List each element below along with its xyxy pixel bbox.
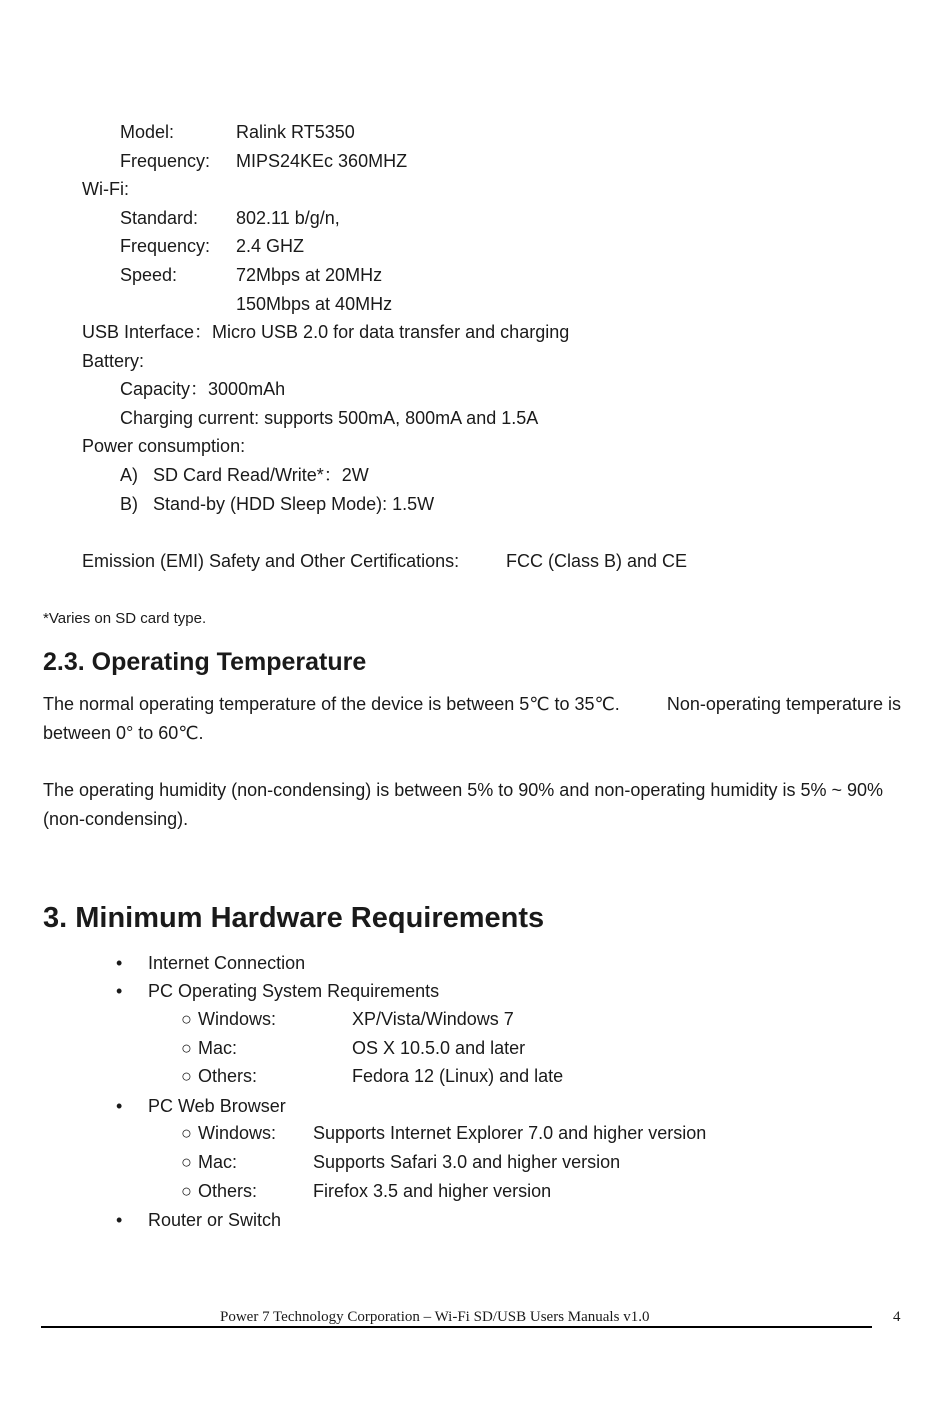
os-others-value: Fedora 12 (Linux) and late [352, 1066, 564, 1086]
sub-bullet-icon: ○ [181, 1038, 192, 1058]
battery-charging-current: Charging current: supports 500mA, 800mA and 1.5A [120, 408, 539, 428]
os-windows-value: XP/Vista/Windows 7 [352, 1009, 514, 1029]
browser-mac-label: Mac: [198, 1152, 238, 1172]
cpu-model-value: Ralink RT5350 [236, 122, 355, 142]
sub-bullet-icon: ○ [181, 1152, 192, 1172]
humidity-paragraph-line-2: (non-condensing). [43, 809, 189, 829]
browser-others-value: Firefox 3.5 and higher version [313, 1181, 552, 1201]
wifi-heading: Wi-Fi: [82, 179, 129, 199]
cpu-frequency-value: MIPS24KEc 360MHZ [236, 151, 408, 171]
list-item-internet-connection: Internet Connection [148, 953, 306, 973]
wifi-standard-value: 802.11 b/g/n, [236, 208, 340, 228]
power-item-a-text: SD Card Read/Write*：2W [153, 465, 369, 485]
os-mac-label: Mac: [198, 1038, 238, 1058]
power-consumption-heading: Power consumption: [82, 436, 246, 456]
os-mac-value: OS X 10.5.0 and later [352, 1038, 526, 1058]
section-3-title: 3. Minimum Hardware Requirements [43, 902, 545, 934]
temperature-paragraph-line-1-end: Non-operating temperature is [666, 694, 901, 714]
wifi-speed-label: Speed: [120, 265, 178, 285]
cpu-frequency-label: Frequency: [120, 151, 211, 171]
list-item-web-browser: PC Web Browser [148, 1096, 286, 1116]
footer-text: Power 7 Technology Corporation – Wi-Fi SD/USB Users Manuals v1.0 [220, 1309, 650, 1325]
battery-capacity: Capacity：3000mAh [120, 379, 286, 399]
emission-value: FCC (Class B) and CE [506, 551, 688, 571]
bullet-icon: • [116, 1096, 123, 1116]
wifi-standard-label: Standard: [120, 208, 199, 228]
sub-bullet-icon: ○ [181, 1181, 192, 1201]
os-others-label: Others: [198, 1066, 258, 1086]
list-item-router-switch: Router or Switch [148, 1210, 282, 1230]
wifi-frequency-label: Frequency: [120, 236, 211, 256]
wifi-speed-value-40mhz: 150Mbps at 40MHz [236, 294, 393, 314]
power-item-a-marker: A) [120, 465, 138, 485]
power-item-b-text: Stand-by (HDD Sleep Mode): 1.5W [153, 494, 435, 514]
sub-bullet-icon: ○ [181, 1123, 192, 1143]
sub-bullet-icon: ○ [181, 1009, 192, 1029]
footer-rule [41, 1326, 872, 1328]
battery-heading: Battery: [82, 351, 145, 371]
page-number: 4 [893, 1309, 901, 1325]
browser-mac-value: Supports Safari 3.0 and higher version [313, 1152, 621, 1172]
cpu-model-label: Model: [120, 122, 175, 142]
bullet-icon: • [116, 981, 123, 1001]
browser-windows-label: Windows: [198, 1123, 277, 1143]
humidity-paragraph-line-1: The operating humidity (non-condensing) is between 5% to 90% and non-operating humidity is 5% ~ 90% [43, 780, 884, 800]
temperature-paragraph-line-1: The normal operating temperature of the device is between 5℃ to 35℃. [43, 694, 620, 714]
browser-windows-value: Supports Internet Explorer 7.0 and higher version [313, 1123, 707, 1143]
wifi-speed-value-20mhz: 72Mbps at 20MHz [236, 265, 383, 285]
emission-label: Emission (EMI) Safety and Other Certifications: [82, 551, 460, 571]
sub-bullet-icon: ○ [181, 1066, 192, 1086]
list-item-os-requirements: PC Operating System Requirements [148, 981, 440, 1001]
wifi-frequency-value: 2.4 GHZ [236, 236, 305, 256]
bullet-icon: • [116, 953, 123, 973]
footnote: *Varies on SD card type. [43, 610, 207, 627]
os-windows-label: Windows: [198, 1009, 277, 1029]
section-2-3-title: 2.3. Operating Temperature [43, 648, 367, 676]
browser-others-label: Others: [198, 1181, 258, 1201]
temperature-paragraph-line-2: between 0° to 60℃. [43, 723, 204, 743]
usb-interface: USB Interface：Micro USB 2.0 for data transfer and charging [82, 322, 570, 342]
power-item-b-marker: B) [120, 494, 138, 514]
bullet-icon: • [116, 1210, 123, 1230]
